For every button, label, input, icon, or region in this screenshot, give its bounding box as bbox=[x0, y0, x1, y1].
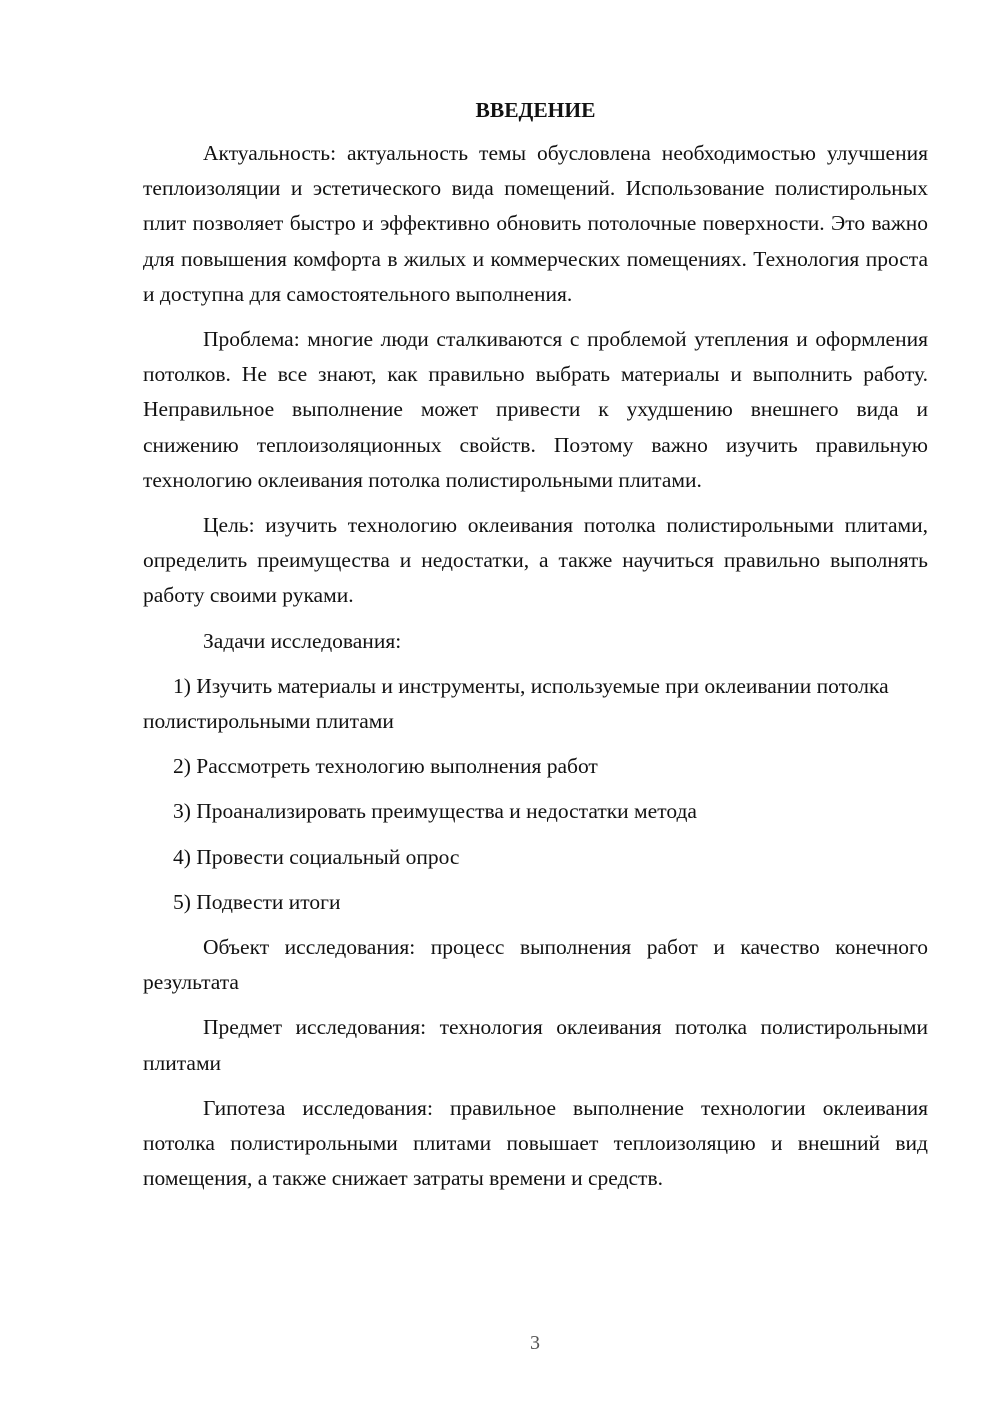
task-item-5: 5) Подвести итоги bbox=[173, 889, 341, 914]
task-item-3: 3) Проанализировать преимущества и недостатки метода bbox=[173, 799, 697, 824]
tasks-heading: Задачи исследования: bbox=[203, 628, 402, 653]
page-number: 3 bbox=[530, 1332, 540, 1354]
page-content bbox=[143, 93, 928, 1206]
relevance-paragraph: Актуальность: актуальность темы обусловлена необходимостью улучшения теплоизоляции и эстетического вида помещений. Использование полистирольных плит позволяет быстро и эффективно обновить потолочные поверхности. Это важно для повышения комфорта в жилых и коммерческих помещениях. Технология проста и доступна для самостоятельного выполнения. bbox=[143, 141, 928, 306]
task-item-1: 1) Изучить материалы и инструменты, используемые при оклеивании потолка полистирольными плитами bbox=[143, 673, 889, 734]
subject-paragraph: Предмет исследования: технология оклеивания потолка полистирольными плитами bbox=[143, 1015, 928, 1075]
section-title: ВВЕДЕНИЕ bbox=[475, 98, 596, 122]
task-item-2: 2) Рассмотреть технологию выполнения работ bbox=[173, 754, 598, 779]
goal-paragraph: Цель: изучить технологию оклеивания потолка полистирольными плитами, определить преимущества и недостатки, а также научиться правильно выполнять работу своими руками. bbox=[143, 513, 928, 608]
problem-paragraph: Проблема: многие люди сталкиваются с проблемой утепления и оформления потолков. Не все знают, как правильно выбрать материалы и выполнить работу. Неправильное выполнение может привести к ухудшению внешнего вида и снижению теплоизоляционных свойств. Поэтому важно изучить правильную технологию оклеивания потолка полистирольными плитами. bbox=[143, 327, 928, 492]
hypothesis-paragraph: Гипотеза исследования: правильное выполнение технологии оклеивания потолка полистирольными плитами повышает теплоизоляцию и внешний вид помещения, а также снижает затраты времени и средств. bbox=[143, 1095, 928, 1191]
task-item-4: 4) Провести социальный опрос bbox=[173, 844, 460, 869]
object-paragraph: Объект исследования: процесс выполнения работ и качество конечного результата bbox=[143, 935, 928, 995]
